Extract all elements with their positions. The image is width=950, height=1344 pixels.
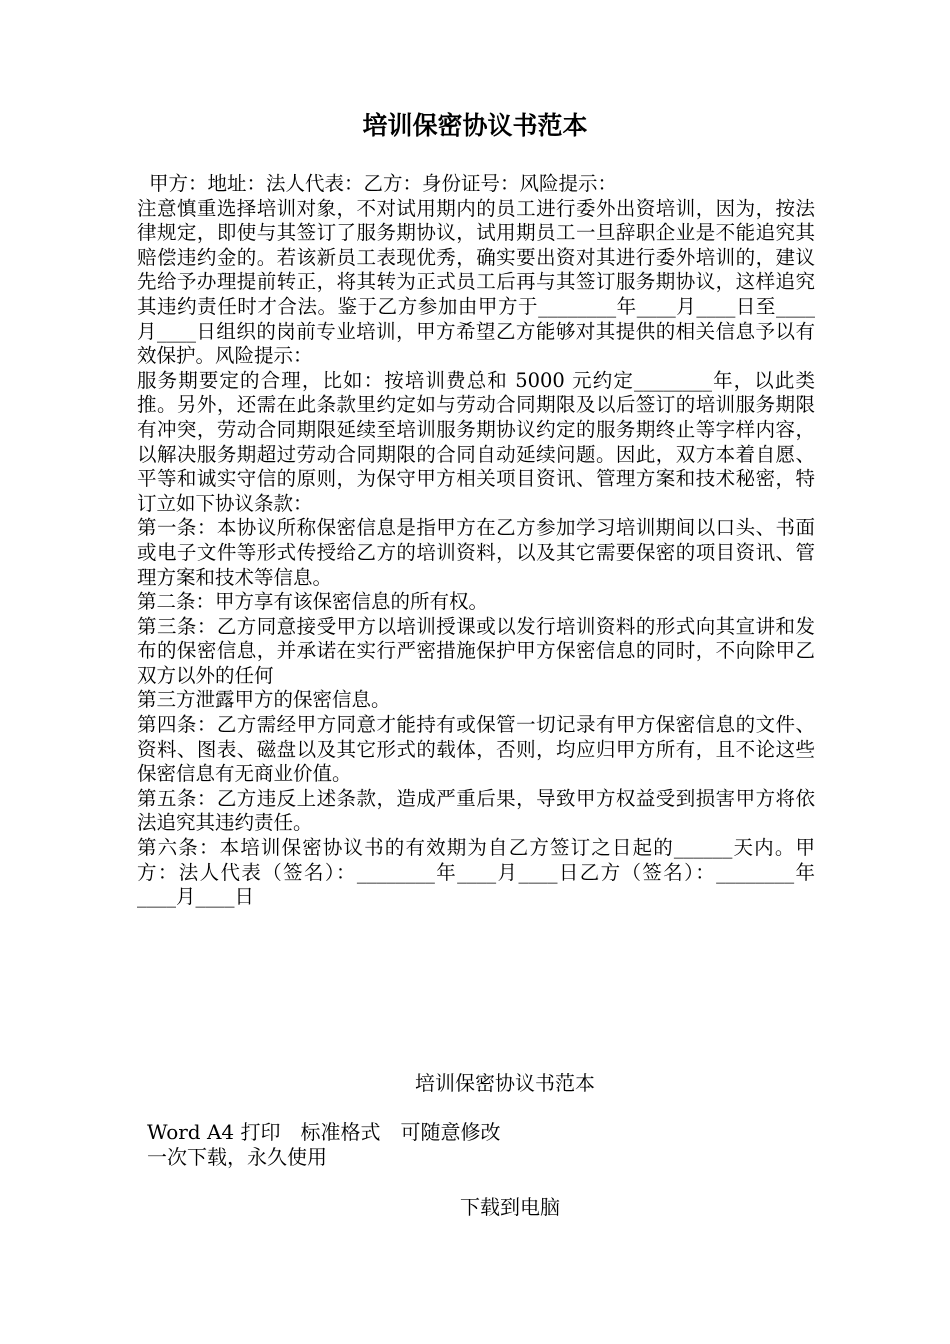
article-3: 第三条：乙方同意接受甲方以培训授课或以发行培训资料的形式向其宣讲和发布的保密信息，并承诺在实行严密措施保护甲方保密信息的同时，不向除甲乙双方以外的任何	[137, 614, 815, 687]
article-5: 第五条：乙方违反上述条款，造成严重后果，导致甲方权益受到损害甲方将依法追究其违约责任。	[137, 786, 815, 835]
document-body	[137, 172, 815, 910]
service-term-paragraph: 服务期要定的合理，比如：按培训费总和 5000 元约定________年，以此类推。另外，还需在此条款里约定如与劳动合同期限及以后签订的培训服务期限有冲突，劳动合同期限延续至培训服务期协议约定的服务期终止等字样内容，以解决服务期超过劳动合同期限的合同自动延续问题。因此，双方本着自愿、平等和诚实守信的原则，为保守甲方相关项目资讯、管理方案和技术秘密，特订立如下协议条款：	[137, 368, 815, 515]
promo-line-features: Word A4 打印 标准格式 可随意修改	[147, 1120, 501, 1144]
article-4: 第四条：乙方需经甲方同意才能持有或保管一切记录有甲方保密信息的文件、资料、图表、磁盘以及其它形式的载体，否则，均应归甲方所有，且不论这些保密信息有无商业价值。	[137, 713, 815, 786]
promo-line-download: 一次下载，永久使用	[147, 1145, 327, 1169]
risk-notice-paragraph: 注意慎重选择培训对象，不对试用期内的员工进行委外出资培训，因为，按法律规定，即使与其签订了服务期协议，试用期员工一旦辞职企业是不能追究其赔偿违约金的。若该新员工表现优秀，确实要出资对其进行委外培训的，建议先给予办理提前转正，将其转为正式员工后再与其签订服务期协议，这样追究其违约责任时才合法。鉴于乙方参加由甲方于________年____月____日至____月____日组织的岗前专业培训，甲方希望乙方能够对其提供的相关信息予以有效保护。风险提示：	[137, 196, 815, 368]
party-info-paragraph: 甲方：地址：法人代表：乙方：身份证号：风险提示：	[149, 172, 618, 195]
promo-block	[147, 1120, 501, 1170]
download-link[interactable]: 下载到电脑	[460, 1195, 560, 1219]
document-title: 培训保密协议书范本	[362, 111, 588, 140]
article-3-continued: 第三方泄露甲方的保密信息。	[137, 688, 391, 712]
footer-title: 培训保密协议书范本	[415, 1071, 595, 1095]
article-6-and-signatures: 第六条：本培训保密协议书的有效期为自乙方签订之日起的______天内。甲方：法人代表（签名）：________年____月____日乙方（签名）：________年____月____日	[137, 836, 815, 909]
article-2: 第二条：甲方享有该保密信息的所有权。	[137, 590, 489, 614]
article-1: 第一条：本协议所称保密信息是指甲方在乙方参加学习培训期间以口头、书面或电子文件等形式传授给乙方的培训资料，以及其它需要保密的项目资讯、管理方案和技术等信息。	[137, 516, 815, 589]
